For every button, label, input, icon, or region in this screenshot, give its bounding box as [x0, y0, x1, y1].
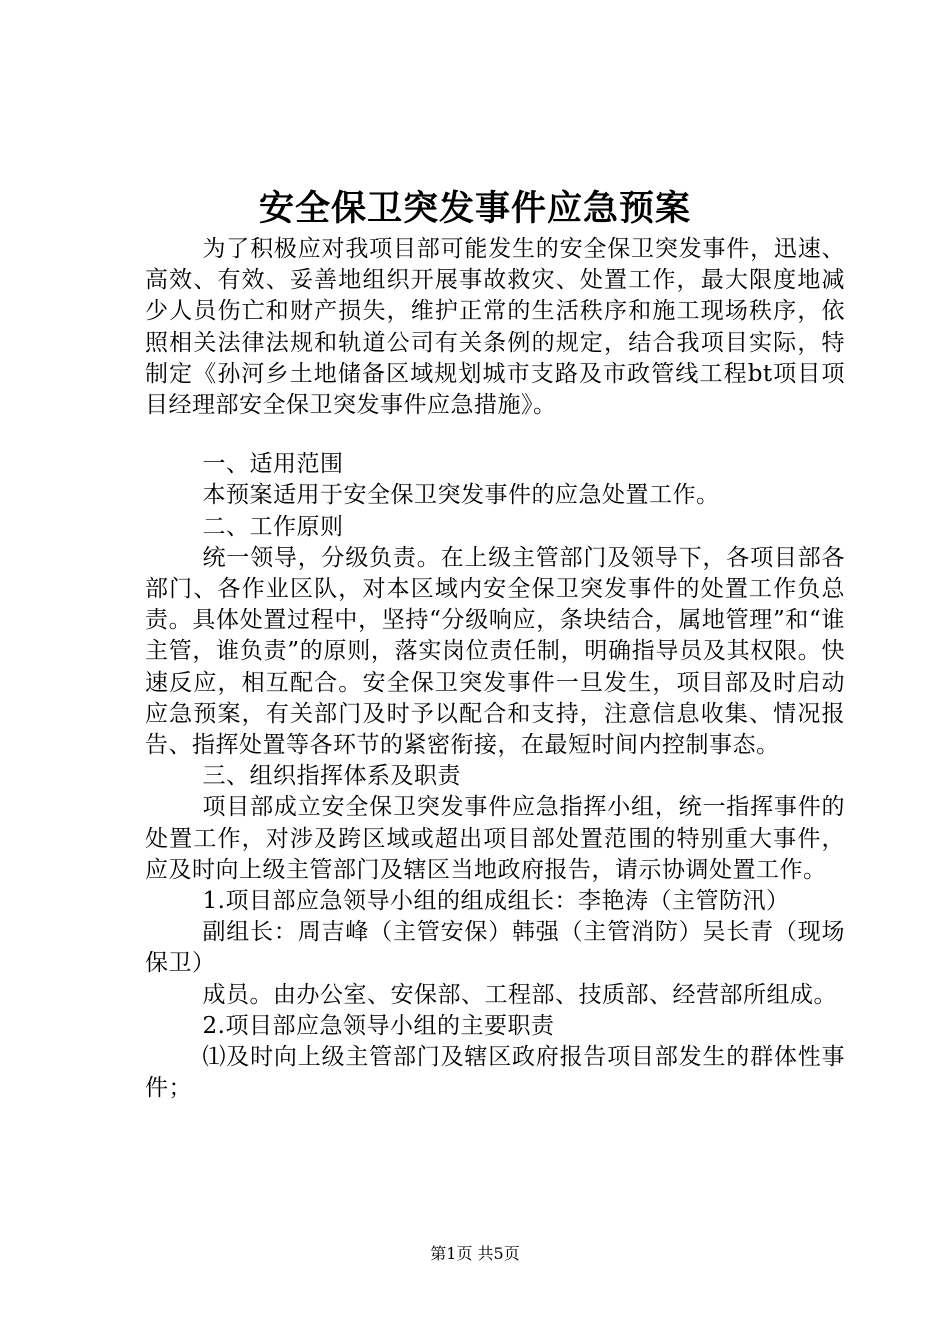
- section-heading-organization: 三、组织指挥体系及职责: [202, 763, 461, 790]
- page-number: 第1页 共5页: [430, 1244, 520, 1263]
- duty-item-1: ⑴及时向上级主管部门及辖区政府报告项目部发生的群体性事件；: [145, 1044, 845, 1102]
- members-line: 成员。由办公室、安保部、工程部、技质部、经营部所组成。: [202, 981, 837, 1008]
- section-heading-scope: 一、适用范围: [202, 451, 344, 478]
- document-body: [145, 234, 845, 1104]
- leader-line: 1.项目部应急领导小组的组成组长：李艳涛（主管防汛）: [202, 888, 790, 915]
- scope-paragraph: 本预案适用于安全保卫突发事件的应急处置工作。: [202, 482, 720, 509]
- intro-paragraph: 为了积极应对我项目部可能发生的安全保卫突发事件，迅速、高效、有效、妥善地组织开展事故救灾、处置工作，最大限度地减少人员伤亡和财产损失，维护正常的生活秩序和施工现场秩序，依照相关法律法规和轨道公司有关条例的规定，结合我项目实际，特制定《孙河乡土地储备区域规划城市支路及市政管线工程bt项目项目经理部安全保卫突发事件应急措施》。: [145, 236, 845, 419]
- principles-paragraph: 统一领导，分级负责。在上级主管部门及领导下，各项目部各部门、各作业区队，对本区域内安全保卫突发事件的处置工作负总责。具体处置过程中，坚持“分级响应，条块结合，属地管理”和“谁主管，谁负责”的原则，落实岗位责任制，明确指导员及其权限。快速反应，相互配合。安全保卫突发事件一旦发生，项目部及时启动应急预案，有关部门及时予以配合和支持，注意信息收集、情况报告、指挥处置等各环节的紧密衔接，在最短时间内控制事态。: [145, 544, 845, 759]
- paragraph-gap: [145, 421, 845, 449]
- organization-paragraph: 项目部成立安全保卫突发事件应急指挥小组，统一指挥事件的处置工作，对涉及跨区域或超出项目部处置范围的特别重大事件，应及时向上级主管部门及辖区当地政府报告，请示协调处置工作。: [145, 794, 845, 883]
- document-title: 安全保卫突发事件应急预案: [258, 188, 691, 229]
- duties-heading: 2.项目部应急领导小组的主要职责: [202, 1012, 555, 1039]
- section-heading-principles: 二、工作原则: [202, 513, 344, 540]
- deputy-leader-line: 副组长：周吉峰（主管安保）韩强（主管消防）吴长青（现场保卫）: [145, 919, 845, 977]
